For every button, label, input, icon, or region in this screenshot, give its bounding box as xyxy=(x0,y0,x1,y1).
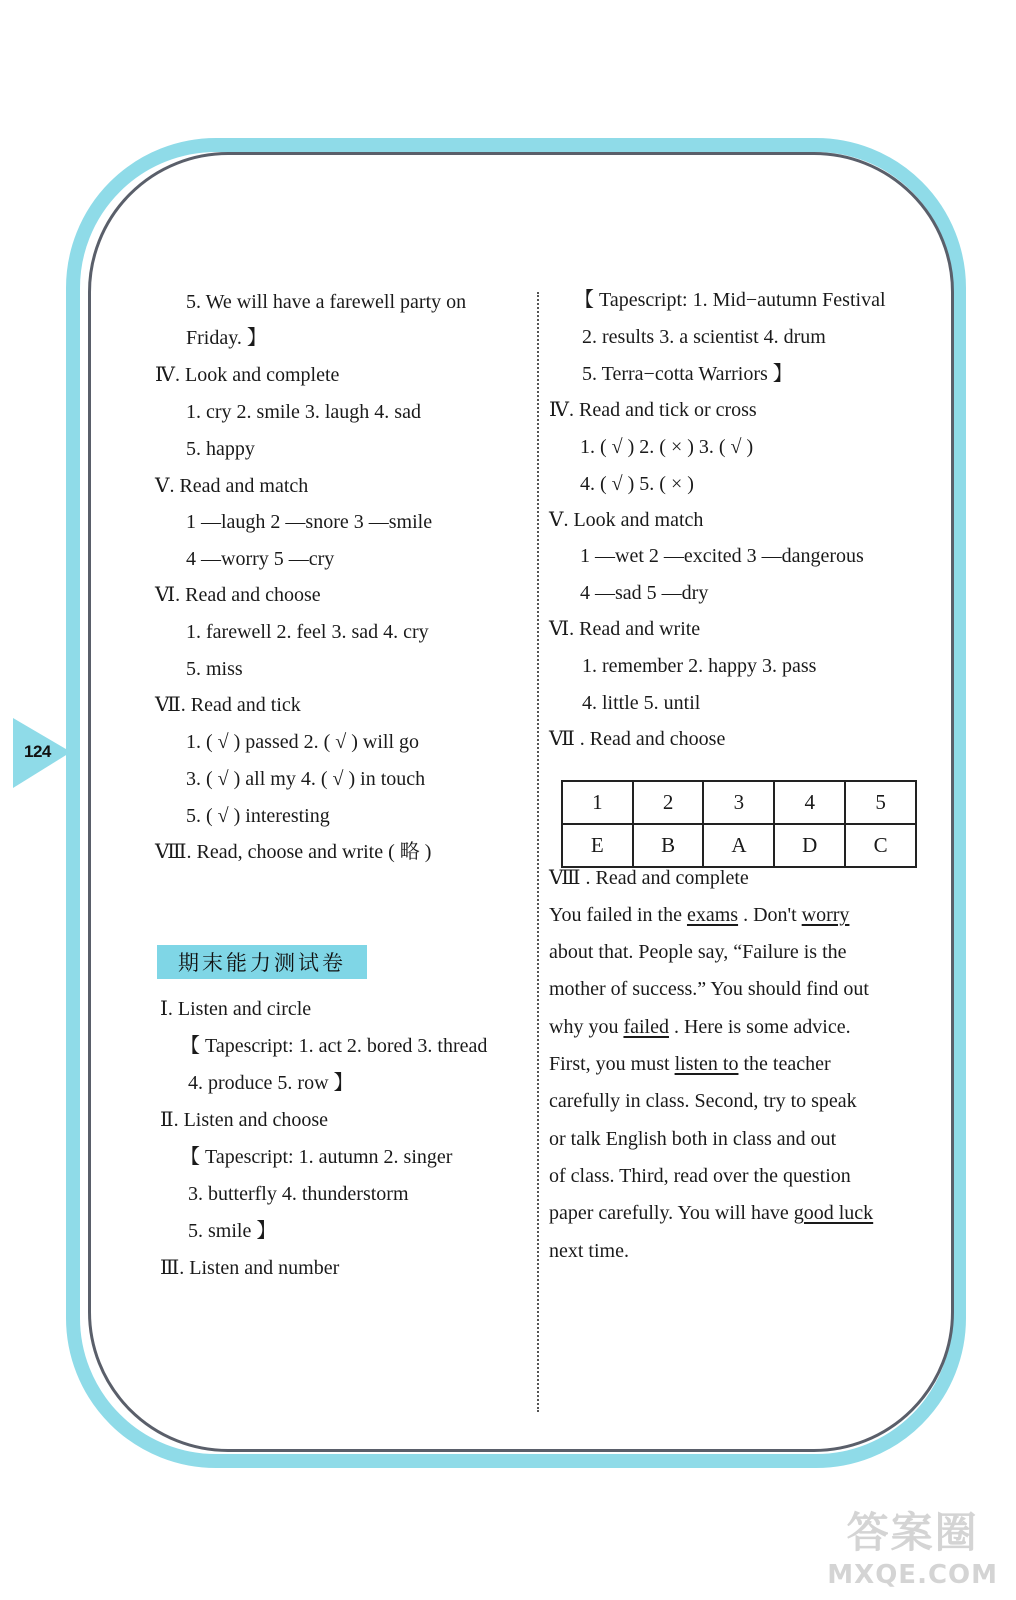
answer-line: 4. ( √ ) 5. ( × ) xyxy=(580,473,694,495)
paragraph-line xyxy=(549,903,849,927)
section-heading: Ⅳ. Read and tick or cross xyxy=(549,399,757,421)
watermark-url: MXQE.COM xyxy=(827,1560,998,1590)
section-heading: Ⅷ. Read, choose and write ( 略 ) xyxy=(155,841,432,863)
tapescript-line: 5. smile 】 xyxy=(188,1220,277,1242)
answer-line: 1 —wet 2 —excited 3 —dangerous xyxy=(580,545,864,567)
answer-line: 1. ( √ ) 2. ( × ) 3. ( √ ) xyxy=(580,436,754,458)
tapescript-line: 【 Tapescript: 1. Mid−autumn Festival xyxy=(574,289,886,311)
paragraph-line xyxy=(549,1052,831,1076)
table-cell: 4 xyxy=(774,781,845,824)
blank-answer: worry xyxy=(801,904,850,926)
blank-answer: good luck xyxy=(793,1202,874,1224)
answer-line: 1 —laugh 2 —snore 3 —smile xyxy=(186,511,433,533)
section-heading: Ⅴ. Read and match xyxy=(155,475,309,497)
paragraph-line: or talk English both in class and out xyxy=(549,1128,837,1150)
tapescript-line: 2. results 3. a scientist 4. drum xyxy=(582,326,826,348)
section-heading: Ⅳ. Look and complete xyxy=(155,364,340,386)
section-heading: Ⅶ. Read and tick xyxy=(155,694,301,716)
text: paper carefully. You will have xyxy=(549,1202,794,1224)
answer-line: 5. ( √ ) interesting xyxy=(186,805,330,827)
tapescript-line: 【 Tapescript: 1. act 2. bored 3. thread xyxy=(180,1035,488,1057)
table-cell: A xyxy=(703,824,774,867)
tapescript-line: 4. produce 5. row 】 xyxy=(188,1072,354,1094)
text: First, you must xyxy=(549,1053,675,1075)
blank-answer: listen to xyxy=(674,1053,739,1075)
section-heading: Ⅱ. Listen and choose xyxy=(160,1109,328,1131)
text-line: 5. We will have a farewell party on xyxy=(186,291,467,313)
paragraph-line: about that. People say, “Failure is the xyxy=(549,941,847,963)
watermark-logo: 答案圈 xyxy=(846,1508,979,1557)
paragraph-line: next time. xyxy=(549,1240,629,1262)
table-cell: 2 xyxy=(633,781,704,824)
tapescript-line: 3. butterfly 4. thunderstorm xyxy=(188,1183,409,1205)
section-heading: Ⅵ. Read and choose xyxy=(155,584,321,606)
tapescript-line: 5. Terra−cotta Warriors 】 xyxy=(582,363,793,385)
column-divider xyxy=(537,292,539,1412)
table-cell: E xyxy=(562,824,633,867)
answer-line: 4 —worry 5 —cry xyxy=(186,548,335,570)
table-row xyxy=(562,781,916,824)
table-cell: B xyxy=(633,824,704,867)
table-cell: 3 xyxy=(703,781,774,824)
text: . Don't xyxy=(738,904,802,926)
blank-answer: failed xyxy=(623,1016,669,1038)
answer-line: 4. little 5. until xyxy=(582,692,701,714)
answer-table xyxy=(561,780,917,868)
answer-line: 1. remember 2. happy 3. pass xyxy=(582,655,817,677)
answer-line: 5. miss xyxy=(186,658,243,680)
text: You failed in the xyxy=(549,904,687,926)
section-heading: Ⅲ. Listen and number xyxy=(160,1257,340,1279)
text: the teacher xyxy=(738,1053,831,1075)
paragraph-line xyxy=(549,1201,873,1225)
paragraph-line: of class. Third, read over the question xyxy=(549,1165,851,1187)
tapescript-line: 【 Tapescript: 1. autumn 2. singer xyxy=(180,1146,453,1168)
answer-line: 5. happy xyxy=(186,438,255,460)
section-heading: Ⅷ . Read and complete xyxy=(549,867,749,889)
watermark xyxy=(827,1500,998,1590)
section-heading: Ⅴ. Look and match xyxy=(549,509,704,531)
paragraph-line: mother of success.” You should find out xyxy=(549,978,869,1000)
blank-answer: exams xyxy=(686,904,739,926)
section-heading: Ⅰ. Listen and circle xyxy=(160,998,312,1020)
answer-line: 3. ( √ ) all my 4. ( √ ) in touch xyxy=(186,768,426,790)
table-cell: 5 xyxy=(845,781,916,824)
section-heading: Ⅶ . Read and choose xyxy=(549,728,726,750)
table-row xyxy=(562,824,916,867)
table-cell: 1 xyxy=(562,781,633,824)
paragraph-line: carefully in class. Second, try to speak xyxy=(549,1090,857,1112)
section-heading: Ⅵ. Read and write xyxy=(549,618,701,640)
answer-line: 4 —sad 5 —dry xyxy=(580,582,709,604)
paragraph-line xyxy=(549,1015,851,1039)
text: why you xyxy=(549,1016,624,1038)
table-cell: D xyxy=(774,824,845,867)
text: . Here is some advice. xyxy=(668,1016,851,1038)
answer-line: 1. ( √ ) passed 2. ( √ ) will go xyxy=(186,731,420,753)
section-banner: 期末能力测试卷 xyxy=(157,945,367,979)
text-line: Friday. 】 xyxy=(186,327,267,349)
page-number: 124 xyxy=(24,742,51,761)
answer-line: 1. cry 2. smile 3. laugh 4. sad xyxy=(186,401,421,423)
answer-line: 1. farewell 2. feel 3. sad 4. cry xyxy=(186,621,429,643)
table-cell: C xyxy=(845,824,916,867)
